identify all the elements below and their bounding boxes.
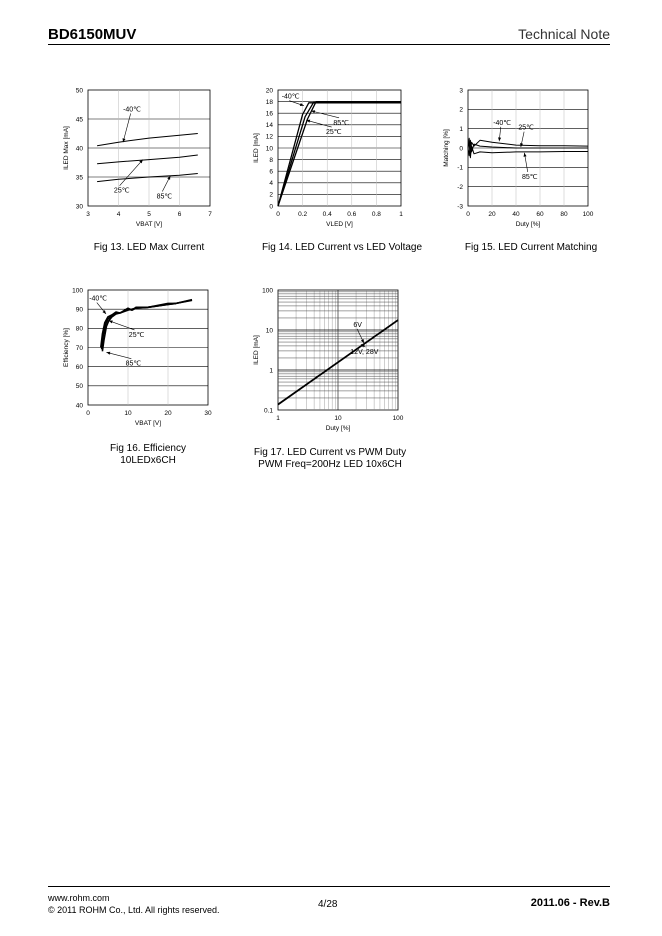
fig15-chart [443,87,594,228]
fig13-x-tick-label: 3 [86,211,90,218]
fig17-y-tick-label: 10 [265,327,273,335]
fig14-x-tick-label: 0.8 [371,211,381,218]
fig14-y-tick-label: 8 [269,156,273,164]
fig14-y-tick-label: 0 [269,203,273,211]
fig16-x-tick-label: 0 [86,410,90,417]
fig16-y-tick-label: 100 [72,287,83,295]
fig17-annotation-label: 12V, 28V [350,349,379,357]
fig15-annotation-label: 25℃ [518,124,535,132]
fig16-x-tick-label: 30 [204,410,212,417]
fig15-x-tick-label: 20 [488,211,496,218]
fig13-x-tick-label: 5 [147,211,151,218]
fig14-y-tick-label: 20 [265,87,273,95]
fig15-x-axis-label: Duty [%] [515,221,541,228]
fig13-y-tick-label: 40 [75,145,83,153]
fig14-x-tick-label: 1 [399,211,403,218]
fig13-y-tick-label: 45 [75,116,83,124]
fig15-y-axis-label: Matching [%] [443,129,450,167]
fig16-x-axis-label: VBAT [V] [134,420,162,427]
fig14-x-tick-label: 0.6 [347,211,357,218]
fig14-y-tick-label: 12 [265,133,273,141]
fig15-annotation-label: 85℃ [522,173,538,181]
fig15-y-tick-label: 0 [459,145,463,153]
fig13-x-tick-label: 4 [116,211,121,218]
fig13-annotation-label: -40℃ [123,106,142,114]
fig16-y-tick-label: 80 [75,325,83,333]
fig14-y-tick-label: 16 [265,110,273,118]
fig13-y-tick-label: 30 [75,203,83,211]
fig16-y-tick-label: 70 [75,344,83,352]
part-number: BD6150MUV [48,26,137,43]
fig13-annotation-label: 85℃ [156,193,173,201]
fig13-x-axis-label: VBAT [V] [135,221,163,228]
fig14-x-tick-label: 0.4 [322,211,332,218]
fig16-x-tick-label: 10 [124,410,132,417]
fig15-y-tick-label: -1 [457,164,463,172]
fig16-y-tick-label: 40 [75,402,83,410]
fig14-x-tick-label: 0.2 [298,211,308,218]
fig16-caption-line2: 10LEDx6CH [120,455,176,466]
fig14-chart [253,87,403,228]
fig15-x-tick-label: 40 [512,211,520,218]
fig15-caption: Fig 15. LED Current Matching [464,242,598,253]
fig14-y-tick-label: 10 [265,145,273,153]
fig17-x-axis-label: Duty [%] [325,425,351,432]
fig14-y-axis-label: ILED [mA] [253,133,260,163]
fig13-annotation-label: 25℃ [113,187,130,195]
fig17-caption-line2: PWM Freq=200Hz LED 10x6CH [258,459,402,470]
fig15-y-tick-label: -3 [457,203,463,211]
fig15-y-tick-label: 1 [459,125,463,133]
fig16-x-tick-label: 20 [164,410,172,417]
fig14-y-tick-label: 4 [269,180,273,188]
footer-copyright: © 2011 ROHM Co., Ltd. All rights reserved. [48,905,220,915]
fig14-y-tick-label: 2 [269,191,273,199]
fig17-x-tick-label: 100 [392,415,404,422]
page-number: 4/28 [318,899,338,910]
fig15-y-tick-label: 2 [459,106,463,114]
fig15-x-tick-label: 80 [560,211,568,218]
fig16-annotation-label: 25℃ [128,331,145,339]
fig14-annotation-label: 85℃ [333,119,350,127]
fig16-y-tick-label: 60 [75,363,83,371]
fig14-x-tick-label: 0 [276,211,280,218]
fig17-x-tick-label: 10 [334,415,342,422]
fig17-y-tick-label: 1 [269,367,273,375]
fig16-y-axis-label: Efficiency [%] [63,328,70,367]
fig16-chart [63,287,212,427]
fig17-y-tick-label: 0.1 [263,407,273,415]
fig14-y-tick-label: 6 [269,168,273,176]
fig15-annotation-label: -40℃ [493,119,512,127]
fig15-x-tick-label: 60 [536,211,544,218]
fig17-x-tick-label: 1 [276,415,280,422]
fig16-y-tick-label: 90 [75,306,83,314]
fig15-x-tick-label: 100 [582,211,594,218]
fig13-x-tick-label: 6 [177,211,182,218]
footer-website: www.rohm.com [48,893,110,903]
fig17-caption-line1: Fig 17. LED Current vs PWM Duty [253,447,407,458]
fig15-y-tick-label: 3 [459,87,463,95]
fig13-y-axis-label: ILED Max [mA] [63,126,70,170]
fig17-y-axis-label: ILED [mA] [253,335,260,365]
fig16-annotation-label: -40℃ [89,295,108,303]
document-type: Technical Note [518,26,610,42]
fig13-caption: Fig 13. LED Max Current [93,242,205,253]
fig17-chart [253,287,404,432]
fig13-chart [63,87,212,228]
fig14-annotation-label: -40℃ [281,93,300,101]
fig14-x-axis-label: VLED [V] [326,221,353,228]
fig13-y-tick-label: 50 [75,87,83,95]
fig17-annotation-label: 6V [353,321,362,329]
fig14-caption: Fig 14. LED Current vs LED Voltage [261,242,423,253]
fig15-x-tick-label: 0 [466,211,470,218]
fig13-x-tick-label: 7 [208,211,212,218]
fig13-y-tick-label: 35 [75,174,83,182]
fig15-y-tick-label: -2 [457,183,463,191]
fig16-annotation-label: 85℃ [125,360,142,368]
revision: 2011.06 - Rev.B [530,897,610,909]
fig17-y-tick-label: 100 [262,287,273,295]
fig14-annotation-label: 25℃ [325,129,342,137]
fig14-y-tick-label: 18 [265,98,273,106]
fig16-y-tick-label: 50 [75,383,83,391]
fig14-y-tick-label: 14 [265,122,273,130]
fig16-caption-line1: Fig 16. Efficiency [110,443,186,454]
